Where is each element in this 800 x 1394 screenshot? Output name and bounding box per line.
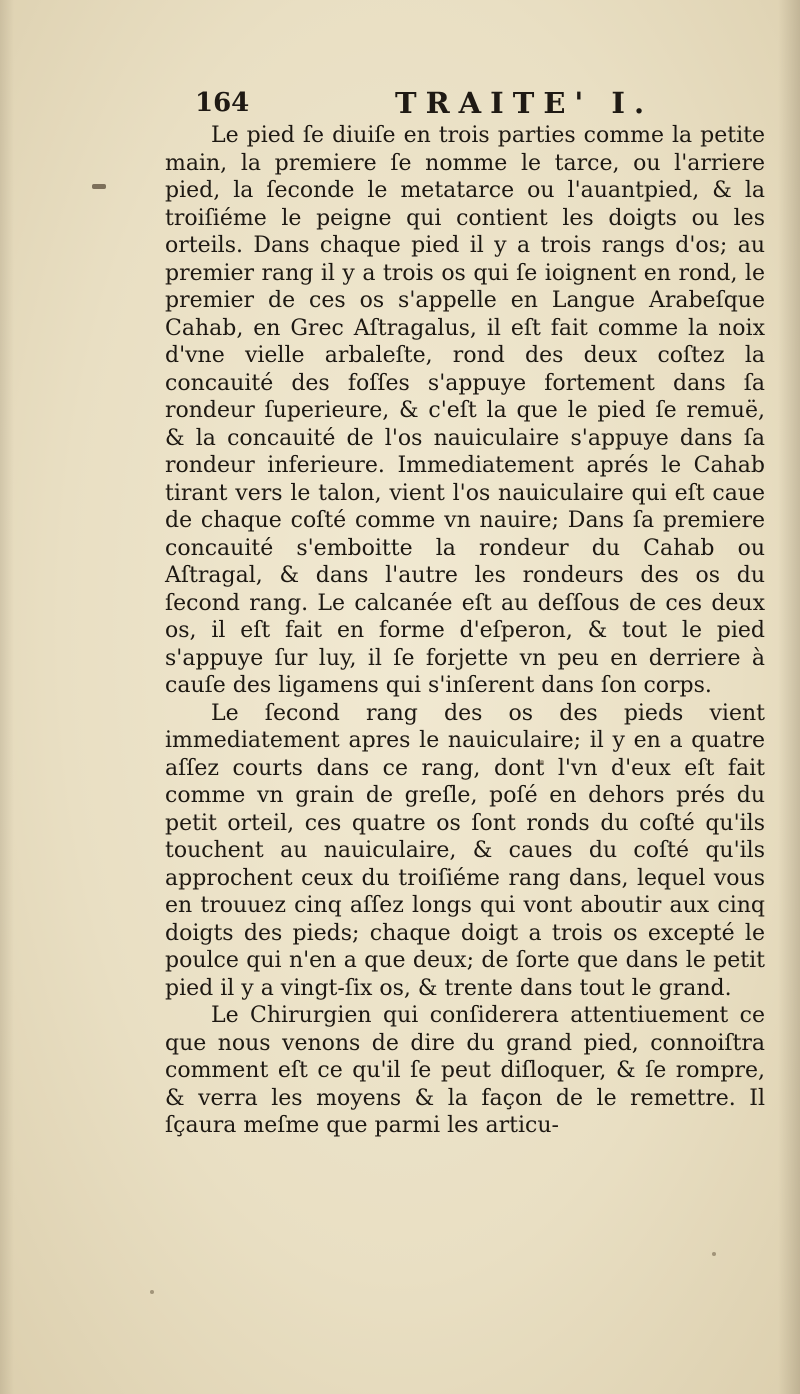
running-title: TRAITE' I. [395, 86, 654, 120]
page-gutter-shadow [0, 0, 14, 1394]
paragraph-1: Le pied ſe diuiſe en trois parties comme la petite main, la premiere ſe nomme le tarce, ou l'arriere pied, la ſeconde le metatarce ou l'auantpied, & la troiſiéme le peigne qui contient les doigts ou les orteils. Dans chaque pied il y a trois rangs d'os; au premier rang il y a trois os qui ſe ioignent en rond, le premier de ces os s'appelle en Langue Arabeſque Cahab, en Grec Aſtragalus, il eſt fait comme la noix d'vne vielle arbaleſte, rond des deux coſtez la concauité des foſſes s'appuye fortement dans ſa rondeur ſuperieure, & c'eſt la que le pied ſe remuë, & la concauité de l'os nauiculaire s'appuye dans ſa rondeur inferieure. Immediatement aprés le Cahab tirant vers le talon, vient l'os nauiculaire qui eſt caue de chaque coſté comme vn nauire; Dans ſa premiere concauité s'emboitte la rondeur du Cahab ou Aſtragal, & dans l'autre les rondeurs des os du ſecond rang. Le calcanée eſt au deſſous de ces deux os, il eſt fait en forme d'eſperon, & tout le pied s'appuye ſur luy, il ſe forjette vn peu en derriere à cauſe des ligamens qui s'inſerent dans ſon corps. [165, 123, 765, 698]
ink-mark [92, 184, 106, 189]
body-text [165, 122, 765, 1140]
paragraph-2: Le ſecond rang des os des pieds vient immediatement apres le nauiculaire; il y en a quatre aſſez courts dans ce rang, dont l'vn d'eux eſt fait comme vn grain de greſle, poſé en dehors prés du petit orteil, ces quatre os ſont ronds du coſté qu'ils touchent au nauiculaire, & caues du coſté qu'ils approchent ceux du troiſiéme rang dans, lequel vous en trouuez cinq aſſez longs qui vont aboutir aux cinq doigts des pieds; chaque doigt a trois os excepté le poulce qui n'en a que deux; de ſorte que dans le petit pied il y a vingt-ſix os, & trente dans tout le grand. [165, 700, 765, 1001]
paper-speck [150, 1290, 154, 1294]
page-number: 164 [195, 88, 250, 118]
paper-speck [712, 1252, 716, 1256]
paragraph-3: Le Chirurgien qui conſiderera attentiuement ce que nous venons de dire du grand pied, connoiſtra comment eſt ce qu'il ſe peut diſloquer, & ſe rompre, & verra les moyens & la façon de le remettre. Il ſçaura meſme que parmi les articu- [165, 1003, 765, 1138]
page-header [195, 84, 775, 124]
page-edge-shadow [778, 0, 800, 1394]
